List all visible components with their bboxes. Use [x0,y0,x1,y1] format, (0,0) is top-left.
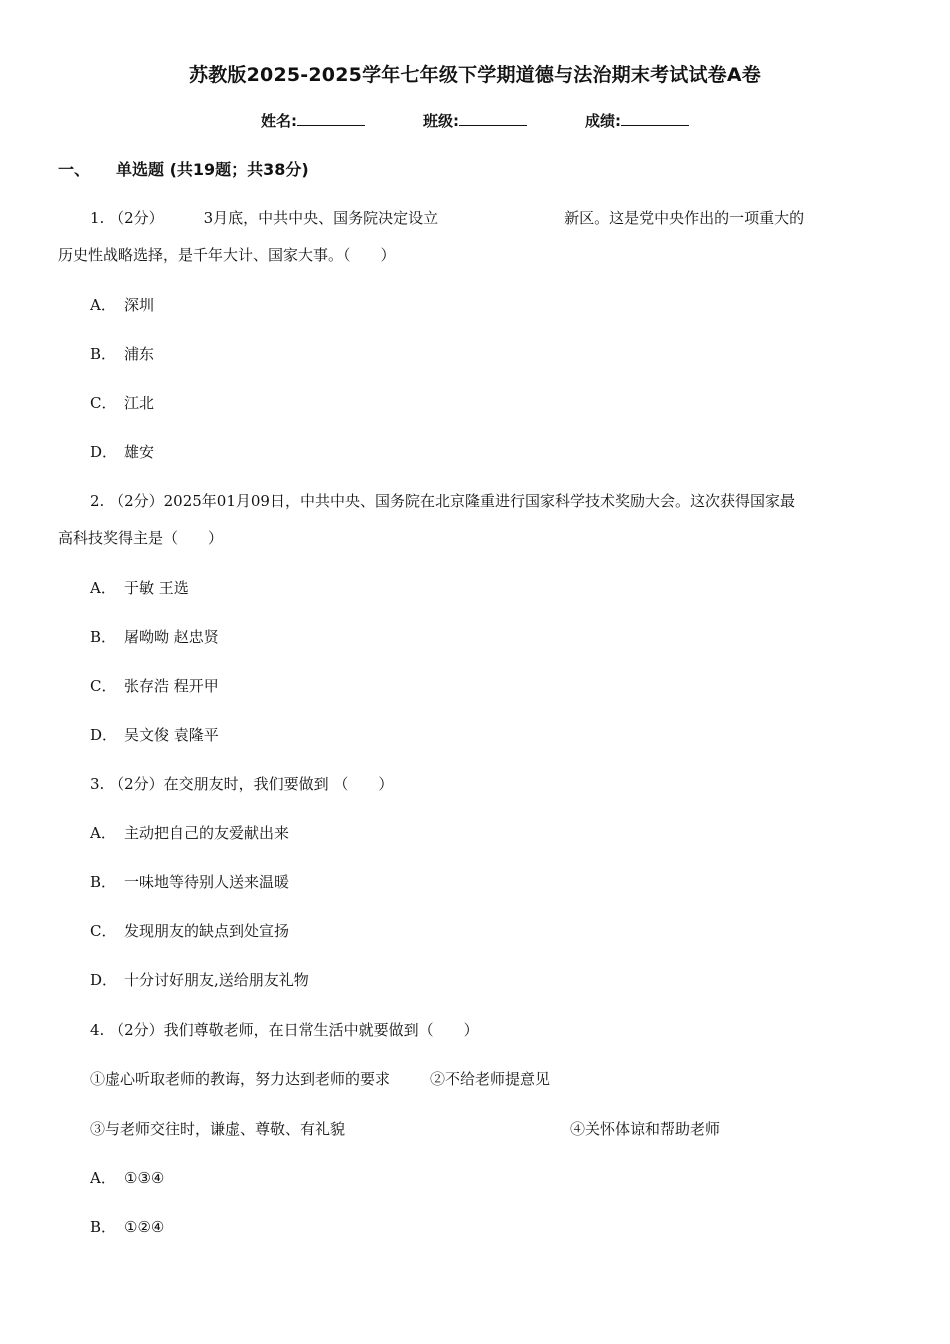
name-field[interactable] [261,110,365,131]
question-2-option-c[interactable] [90,675,219,696]
option-text: 雄安 [124,443,155,461]
option-text: 浦东 [124,345,155,363]
option-text: 江北 [124,394,155,412]
score-label: 成绩: [585,112,621,130]
name-blank[interactable] [297,110,365,126]
option-letter: A． [90,1169,116,1187]
student-info-row [0,110,950,131]
section-title: 单选题 (共19题；共38分) [116,160,309,179]
section-heading [58,157,309,180]
question-1-text-a: 3月底，中共中央、国务院决定设立 [203,209,439,227]
question-1-option-d[interactable] [90,441,154,462]
option-text: 于敏 王选 [124,579,189,597]
option-letter: B． [90,628,117,646]
question-3-stem: 3. （2分）在交朋友时，我们要做到 （ ） [90,775,394,793]
question-4-items-row-1 [90,1068,550,1089]
class-label: 班级: [423,112,459,130]
question-4-item-3: ③与老师交往时，谦虚、尊敬、有礼貌 [90,1120,346,1138]
question-4-items-row-2 [90,1118,720,1139]
question-4-stem: 4. （2分）我们尊敬老师，在日常生活中就要做到（ ） [90,1021,479,1039]
option-text: ①②④ [124,1218,165,1236]
option-letter: B． [90,873,117,891]
section-number: 一、 [58,160,91,179]
question-3-option-c[interactable] [90,920,289,941]
question-1-option-c[interactable] [90,392,154,413]
score-field[interactable] [585,110,689,131]
question-1-stem-cont: 历史性战略选择，是千年大计、国家大事。（ ） [58,246,396,264]
question-1-number: 1. （2分） [90,209,164,227]
score-blank[interactable] [621,110,689,126]
question-2-option-d[interactable] [90,724,219,745]
option-text: 一味地等待别人送来温暖 [124,873,290,891]
option-text: 深圳 [124,296,155,314]
option-letter: A． [90,579,116,597]
option-letter: B． [90,345,117,363]
question-1-stem [90,207,804,228]
question-4-item-2: ②不给老师提意见 [430,1070,551,1088]
question-3-option-b[interactable] [90,871,289,892]
question-1-option-a[interactable] [90,294,154,315]
exam-title: 苏教版2025-2025学年七年级下学期道德与法治期末考试试卷A卷 [189,64,761,86]
question-4-item-1: ①虚心听取老师的教诲，努力达到老师的要求 [90,1070,391,1088]
question-2-stem: 2. （2分）2025年01月09日，中共中央、国务院在北京隆重进行国家科学技术奖励大会。这次获得国家最 [90,492,795,510]
question-3-option-d[interactable] [90,969,309,990]
option-letter: D． [90,971,118,989]
question-4-option-b[interactable] [90,1216,164,1237]
option-text: 主动把自己的友爱献出来 [124,824,290,842]
option-text: 十分讨好朋友,送给朋友礼物 [124,971,309,989]
option-letter: D． [90,726,118,744]
option-letter: D． [90,443,118,461]
name-label: 姓名: [261,112,297,130]
option-text: 吴文俊 袁隆平 [124,726,219,744]
question-1-option-b[interactable] [90,343,154,364]
option-letter: C． [90,394,117,412]
option-letter: C． [90,922,117,940]
option-letter: C． [90,677,117,695]
question-2-stem-cont: 高科技奖得主是（ ） [58,529,224,547]
question-4-item-4: ④关怀体谅和帮助老师 [570,1120,721,1138]
question-3-option-a[interactable] [90,822,289,843]
option-letter: B． [90,1218,117,1236]
option-text: 张存浩 程开甲 [124,677,219,695]
option-text: 屠呦呦 赵忠贤 [124,628,219,646]
class-blank[interactable] [459,110,527,126]
question-4-option-a[interactable] [90,1167,164,1188]
option-text: ①③④ [124,1169,165,1187]
option-text: 发现朋友的缺点到处宣扬 [124,922,290,940]
question-2-option-b[interactable] [90,626,219,647]
question-2-option-a[interactable] [90,577,189,598]
option-letter: A． [90,296,116,314]
class-field[interactable] [423,110,527,131]
option-letter: A． [90,824,116,842]
question-1-text-b: 新区。这是党中央作出的一项重大的 [564,209,805,227]
